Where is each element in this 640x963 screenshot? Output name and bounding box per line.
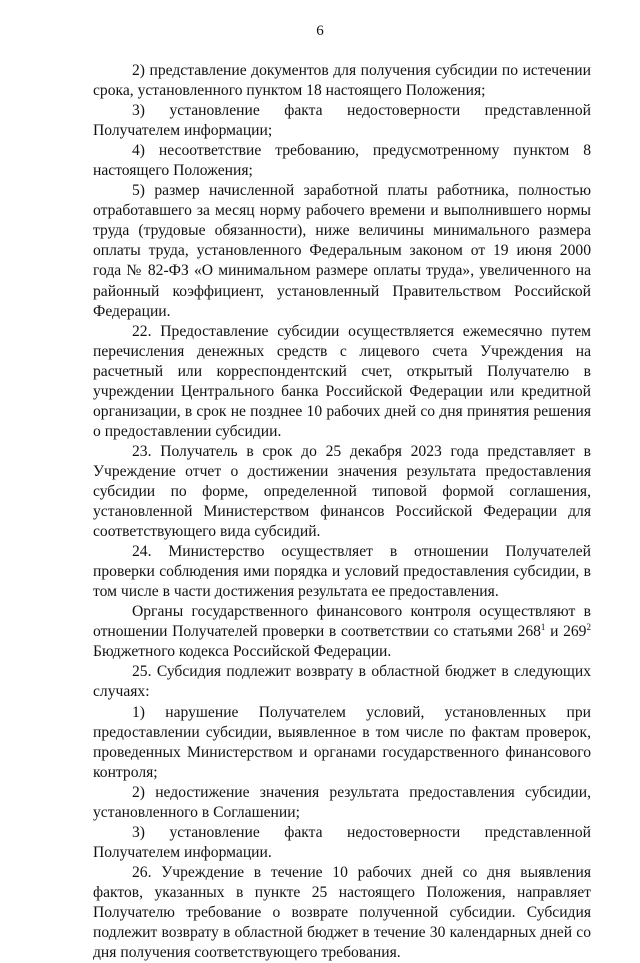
paragraph-item-5: 5) размер начисленной заработной платы работника, полностью отработавшего за месяц норму рабочего времени и выполнившего нормы труда (трудовые обязанности), ниже величины минимального размера оплаты труда, установленного Федеральным законом от 19 июня 2000 года № 82-ФЗ «О минимальном размере оплаты труда», увеличенного на районный коэффициент, установленный Правительством Российской Федерации. <box>93 182 591 320</box>
financial-control-text-middle: и 269 <box>545 623 587 641</box>
article-269-superscript: 2 <box>586 622 591 633</box>
paragraph-item-4: 4) несоответствие требованию, предусмотренному пунктом 8 настоящего Положения; <box>93 142 591 180</box>
financial-control-text-after: Бюджетного кодекса Российской Федерации. <box>93 643 392 661</box>
document-body <box>93 61 591 963</box>
paragraph-clause-23: 23. Получатель в срок до 25 декабря 2023 года представляет в Учреждение отчет о достижении значения результата предоставления субсидии по форме, определенной типовой формой соглашения, установленной Министерством финансов Российской Федерации для соответствующего вида субсидий. <box>93 442 591 541</box>
paragraph-clause-25: 25. Субсидия подлежит возврату в областной бюджет в следующих случаях: <box>93 663 591 701</box>
paragraph-clause-22: 22. Предоставление субсидии осуществляется ежемесячно путем перечисления денежных средств с лицевого счета Учреждения на расчетный или корреспондентский счет, открытый Получателю в учреждении Центрального банка Российской Федерации или кредитной организации, в срок не позднее 10 рабочих дней со дня принятия решения о предоставлении субсидии. <box>93 322 591 440</box>
paragraph-clause-26: 26. Учреждение в течение 10 рабочих дней со дня выявления фактов, указанных в пункте 25 настоящего Положения, направляет Получателю требование о возврате полученной субсидии. Субсидия подлежит возврату в областной бюджет в течение 30 календарных дней со дня получения соответствующего требования. <box>93 863 591 962</box>
paragraph-financial-control <box>93 602 591 662</box>
article-268-superscript: 1 <box>540 622 546 633</box>
paragraph-case-1: 1) нарушение Получателем условий, установленных при предоставлении субсидии, выявленное в том числе по фактам проверок, проведенных Министерством и органами государственного финансового контроля; <box>93 703 591 781</box>
paragraph-item-2: 2) представление документов для получения субсидии по истечении срока, установленного пунктом 18 настоящего Положения; <box>93 62 591 100</box>
paragraph-item-3: 3) установление факта недостоверности представленной Получателем информации; <box>93 102 591 140</box>
page-number: 6 <box>316 23 324 39</box>
financial-control-text-before: Органы государственного финансового контроля осуществляют в отношении Получателей проверки в соответствии со статьями 268 <box>93 603 591 641</box>
paragraph-case-3: 3) установление факта недостоверности представленной Получателем информации. <box>93 823 591 861</box>
paragraph-clause-24: 24. Министерство осуществляет в отношении Получателей проверки соблюдения ими порядка и условий предоставления субсидии, в том числе в части достижения результата ее предоставления. <box>93 543 591 601</box>
paragraph-case-2: 2) недостижение значения результата предоставления субсидии, установленного в Соглашении; <box>93 783 591 821</box>
